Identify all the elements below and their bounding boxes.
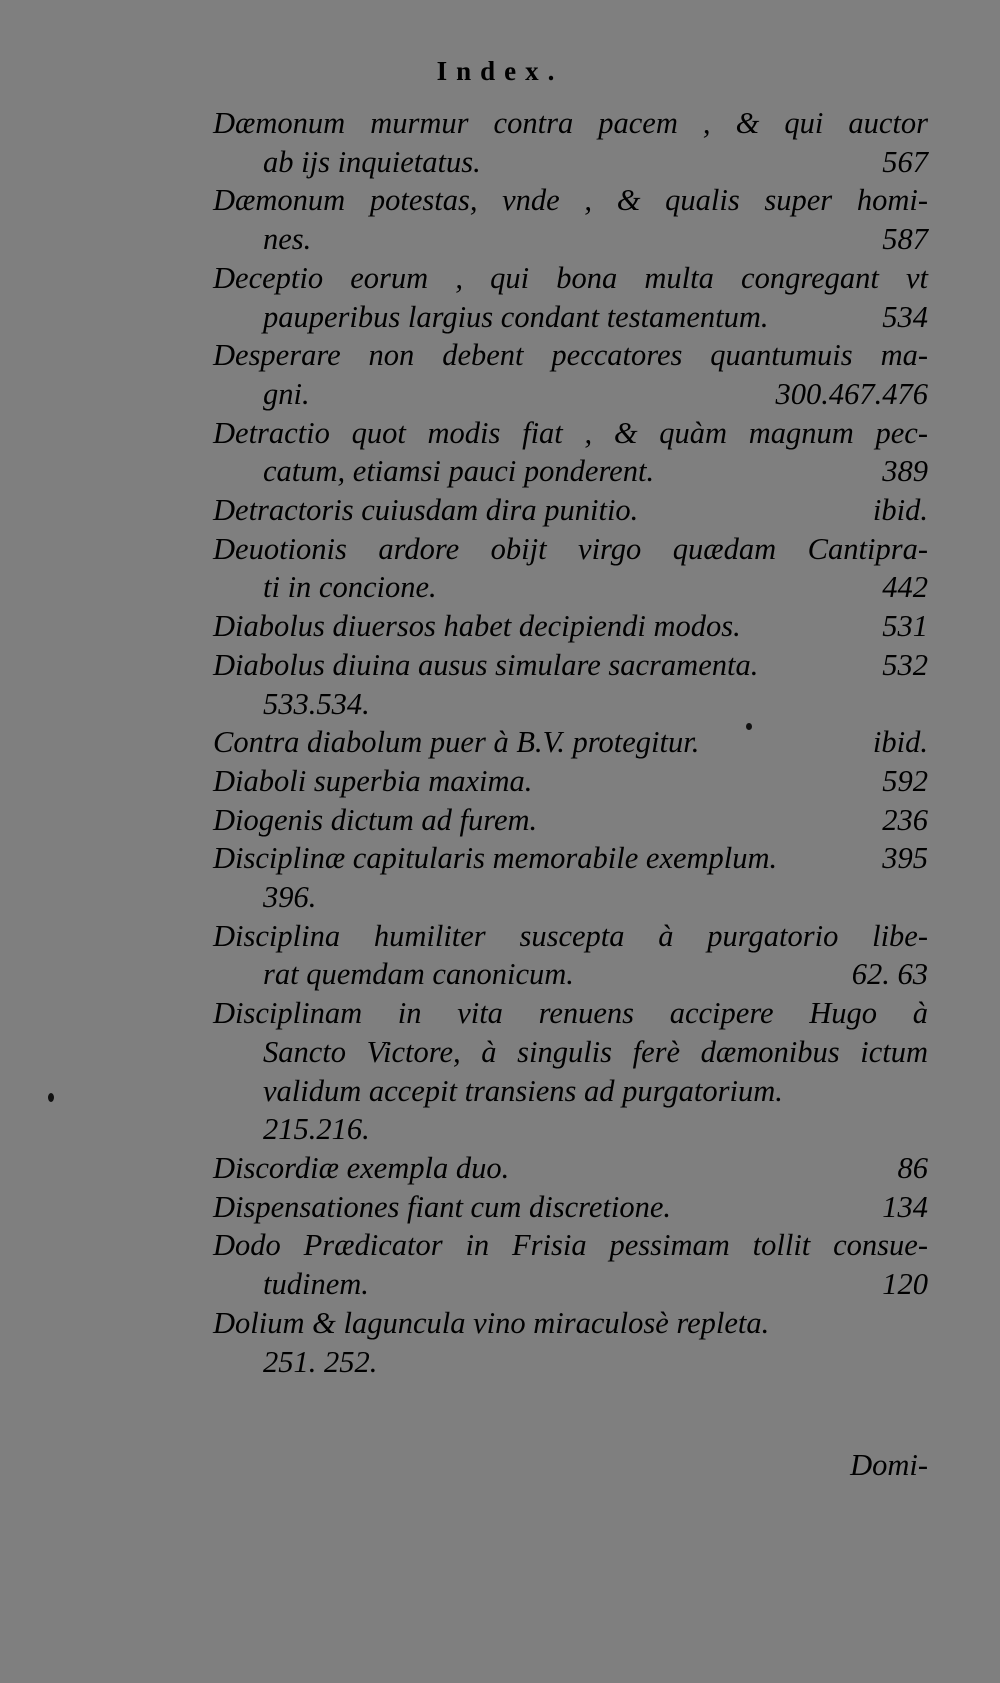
page-header: Index.: [436, 56, 564, 86]
page-reference: 86: [897, 1150, 928, 1185]
entry-text: Disciplinam in vita renuens accipere Hugo à: [213, 996, 928, 1031]
entry-line: [213, 375, 928, 414]
entry-text: Disciplina humiliter suscepta à purgatorio libe-: [213, 918, 928, 953]
index-entry: [213, 762, 928, 801]
entry-text: rat quemdam canonicum.: [263, 957, 574, 992]
page-reference: 236: [882, 802, 928, 837]
entry-text: nes.: [263, 222, 312, 257]
page-reference: 442: [882, 570, 928, 605]
entry-text: Detractio quot modis fiat , & quàm magnum pec-: [213, 415, 928, 450]
page-reference: 534: [882, 299, 928, 334]
entry-line: [213, 143, 928, 182]
entry-line: [213, 220, 928, 259]
entry-text: ab ijs inquietatus.: [263, 144, 481, 179]
entry-text: Dæmonum murmur contra pacem , & qui auctor: [213, 106, 928, 140]
scan-speck: [746, 723, 752, 730]
entry-line: [213, 1188, 928, 1227]
entry-text: catum, etiamsi pauci ponderent.: [263, 454, 655, 489]
index-entry: [213, 801, 928, 840]
entry-line: [213, 1072, 928, 1111]
entry-text: Contra diabolum puer à B.V. protegitur.: [213, 725, 700, 760]
entry-text: Diabolus diuersos habet decipiendi modos.: [213, 609, 741, 644]
index-entry: [213, 646, 928, 723]
entry-line: [213, 801, 928, 840]
index-entry: [213, 607, 928, 646]
entry-text: Dæmonum potestas, vnde , & qualis super homi-: [213, 183, 928, 218]
page-reference: 120: [882, 1267, 928, 1302]
entry-text: ti in concione.: [263, 570, 437, 605]
index-entry: [213, 414, 928, 491]
catchword: Domi-: [850, 1448, 928, 1482]
entry-line: [213, 1304, 928, 1343]
index-entry: [213, 994, 928, 1149]
page-reference: 567: [882, 144, 928, 179]
page-reference: ibid.: [872, 493, 928, 528]
entry-text: Disciplinæ capitularis memorabile exemplum.: [213, 841, 778, 876]
page-reference: ibid.: [872, 725, 928, 760]
index-entry: [213, 104, 928, 181]
entry-line: [213, 762, 928, 801]
entry-line: [213, 298, 928, 337]
page-reference: 592: [882, 763, 928, 798]
page-reference: 587: [882, 222, 928, 257]
page-reference-continuation: 215.216.: [263, 1112, 370, 1147]
page-reference: 395: [882, 841, 928, 876]
page-reference: 532: [882, 647, 928, 682]
entry-text: validum accepit transiens ad purgatorium.: [263, 1073, 783, 1108]
entry-line: [213, 452, 928, 491]
index-entry: [213, 839, 928, 916]
index-entry: [213, 723, 928, 762]
page-reference-continuation: 533.534.: [263, 686, 370, 721]
entry-line: [213, 839, 928, 878]
page-reference: 134: [882, 1189, 928, 1224]
entry-text: Deuotionis ardore obijt virgo quædam Cantipra-: [213, 531, 928, 566]
index-entry: [213, 1226, 928, 1303]
entry-text: Discordiæ exempla duo.: [213, 1150, 510, 1185]
index-entries: [213, 104, 928, 1381]
entry-line: [213, 955, 928, 994]
entry-text: pauperibus largius condant testamentum.: [263, 299, 769, 334]
index-entry: [213, 1149, 928, 1188]
index-entry: [213, 336, 928, 413]
entry-text: Diaboli superbia maxima.: [213, 763, 533, 798]
entry-line: [213, 1149, 928, 1188]
index-entry: [213, 1304, 928, 1381]
entry-text: Diabolus diuina ausus simulare sacramenta.: [213, 647, 759, 682]
entry-text: Sancto Victore, à singulis ferè dæmonibus ictum: [263, 1034, 928, 1069]
index-entry: [213, 917, 928, 994]
entry-text: Dodo Prædicator in Frisia pessimam tollit consue-: [213, 1228, 928, 1263]
entry-text: gni.: [263, 376, 310, 411]
index-entry: [213, 181, 928, 258]
page-reference: 389: [882, 454, 928, 489]
entry-line: [213, 568, 928, 607]
entry-text: Deceptio eorum , qui bona multa congregant vt: [213, 260, 928, 295]
entry-line: [213, 491, 928, 530]
entry-line: [213, 1265, 928, 1304]
entry-text: tudinem.: [263, 1267, 369, 1302]
entry-line: [213, 607, 928, 646]
page-reference: 531: [882, 609, 928, 644]
page-reference-continuation: 251. 252.: [263, 1344, 378, 1379]
scan-speck: [48, 1093, 54, 1102]
entry-line: [213, 646, 928, 685]
entry-line: [213, 723, 928, 762]
index-entry: [213, 530, 928, 607]
entry-text: Desperare non debent peccatores quantumuis ma-: [213, 338, 928, 373]
entry-text: Detractoris cuiusdam dira punitio.: [213, 493, 639, 528]
index-entry: [213, 491, 928, 530]
entry-text: Diogenis dictum ad furem.: [213, 802, 538, 837]
page-reference-continuation: 396.: [263, 880, 317, 915]
index-entry: [213, 1188, 928, 1227]
index-entry: [213, 259, 928, 336]
page-reference: 62. 63: [851, 957, 928, 992]
entry-text: Dolium & laguncula vino miraculosè repleta.: [213, 1305, 770, 1340]
entry-text: Dispensationes fiant cum discretione.: [213, 1189, 672, 1224]
page-reference: 300.467.476: [775, 376, 928, 411]
